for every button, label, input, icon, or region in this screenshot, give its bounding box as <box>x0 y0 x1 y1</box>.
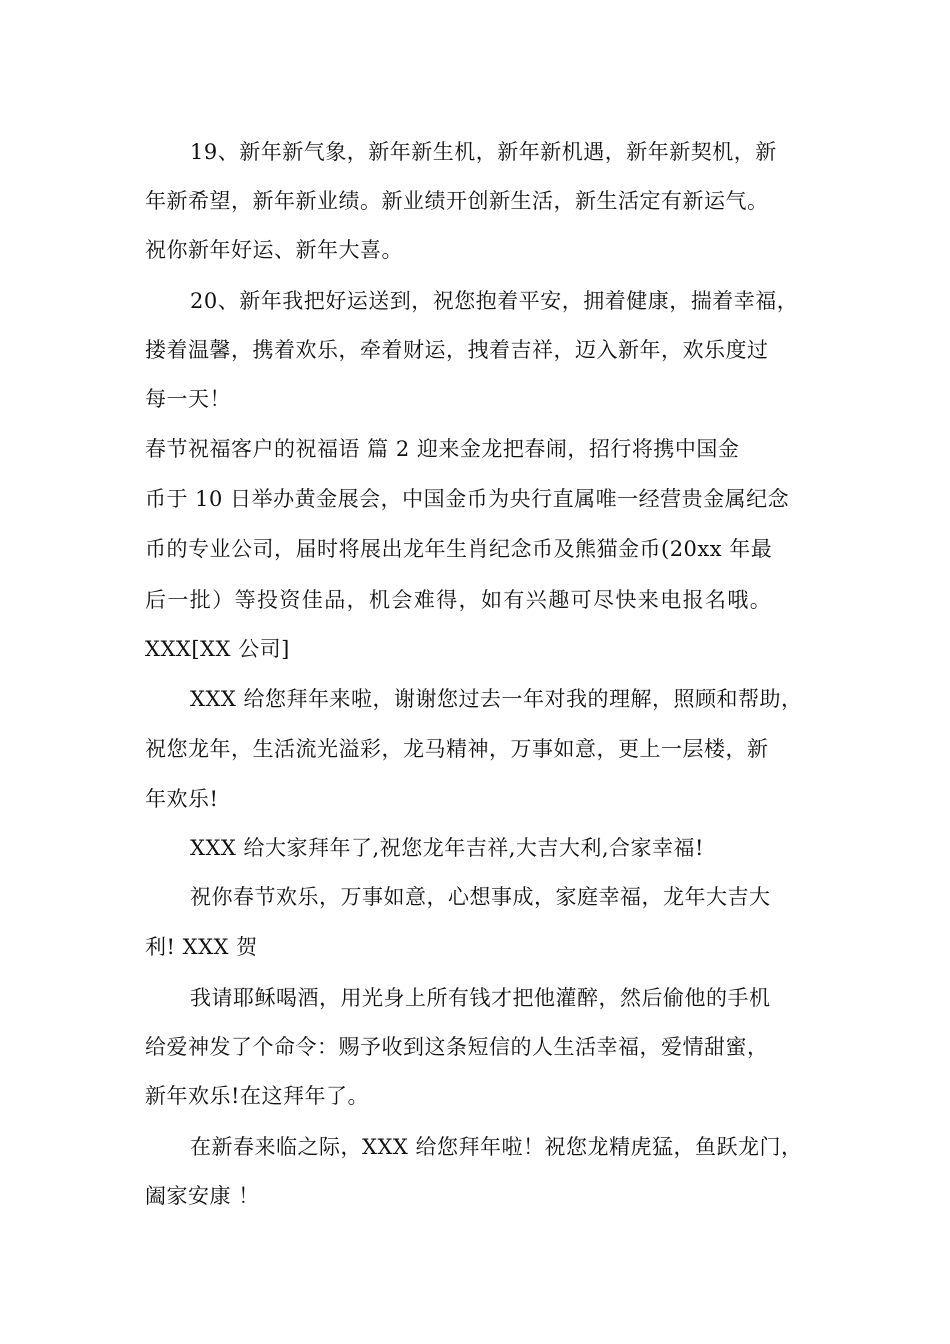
greeting-4-line-3: 新年欢乐!在这拜年了。 <box>145 1084 369 1108</box>
greeting-4-line-2: 给爱神发了个命令：赐予收到这条短信的人生活幸福，爱情甜蜜， <box>145 1035 769 1059</box>
greeting-4-line-1: 我请耶稣喝酒，用光身上所有钱才把他灌醉，然后偷他的手机 <box>190 986 771 1010</box>
gold-expo-line-4: 后一批）等投资佳品，机会难得，如有兴趣可尽快来电报名哦。 <box>145 588 773 612</box>
gold-expo-line-3: 币的专业公司，届时将展出龙年生肖纪念币及熊猫金币(20xx 年最 <box>145 537 773 561</box>
paragraph-20-line-1: 20、新年我把好运送到，祝您抱着平安，拥着健康，揣着幸福， <box>190 289 799 313</box>
greeting-3-line-2: 利! XXX 贺 <box>145 935 258 959</box>
greeting-5-line-2: 阖家安康 ！ <box>145 1184 260 1208</box>
greeting-5-line-1: 在新春来临之际，XXX 给您拜年啦！祝您龙精虎猛，鱼跃龙门， <box>190 1135 803 1159</box>
paragraph-19-line-3: 祝你新年好运、新年大喜。 <box>145 238 403 262</box>
paragraph-20-line-3: 每一天！ <box>145 387 231 411</box>
greeting-1-line-2: 祝您龙年，生活流光溢彩，龙马精神，万事如意，更上一层楼，新 <box>145 737 769 761</box>
section-heading-line: 春节祝福客户的祝福语 篇 2 迎来金龙把春闹，招行将携中国金 <box>145 437 740 461</box>
greeting-2-line-1: XXX 给大家拜年了,祝您龙年吉祥,大吉大利,合家幸福! <box>190 836 704 860</box>
company-signature: XXX[XX 公司] <box>145 637 290 661</box>
gold-expo-line-2: 币于 10 日举办黄金展会，中国金币为央行直属唯一经营贵金属纪念 <box>145 487 790 511</box>
paragraph-19-line-1: 19、新年新气象，新年新生机，新年新机遇，新年新契机，新 <box>190 140 777 164</box>
paragraph-20-line-2: 搂着温馨，携着欢乐，牵着财运，拽着吉祥，迈入新年，欢乐度过 <box>145 338 769 362</box>
greeting-3-line-1: 祝你春节欢乐，万事如意，心想事成，家庭幸福，龙年大吉大 <box>190 885 771 909</box>
greeting-1-line-3: 年欢乐! <box>145 787 219 811</box>
greeting-1-line-1: XXX 给您拜年来啦，谢谢您过去一年对我的理解，照顾和帮助， <box>190 687 803 711</box>
paragraph-19-line-2: 年新希望，新年新业绩。新业绩开创新生活，新生活定有新运气。 <box>145 189 769 213</box>
